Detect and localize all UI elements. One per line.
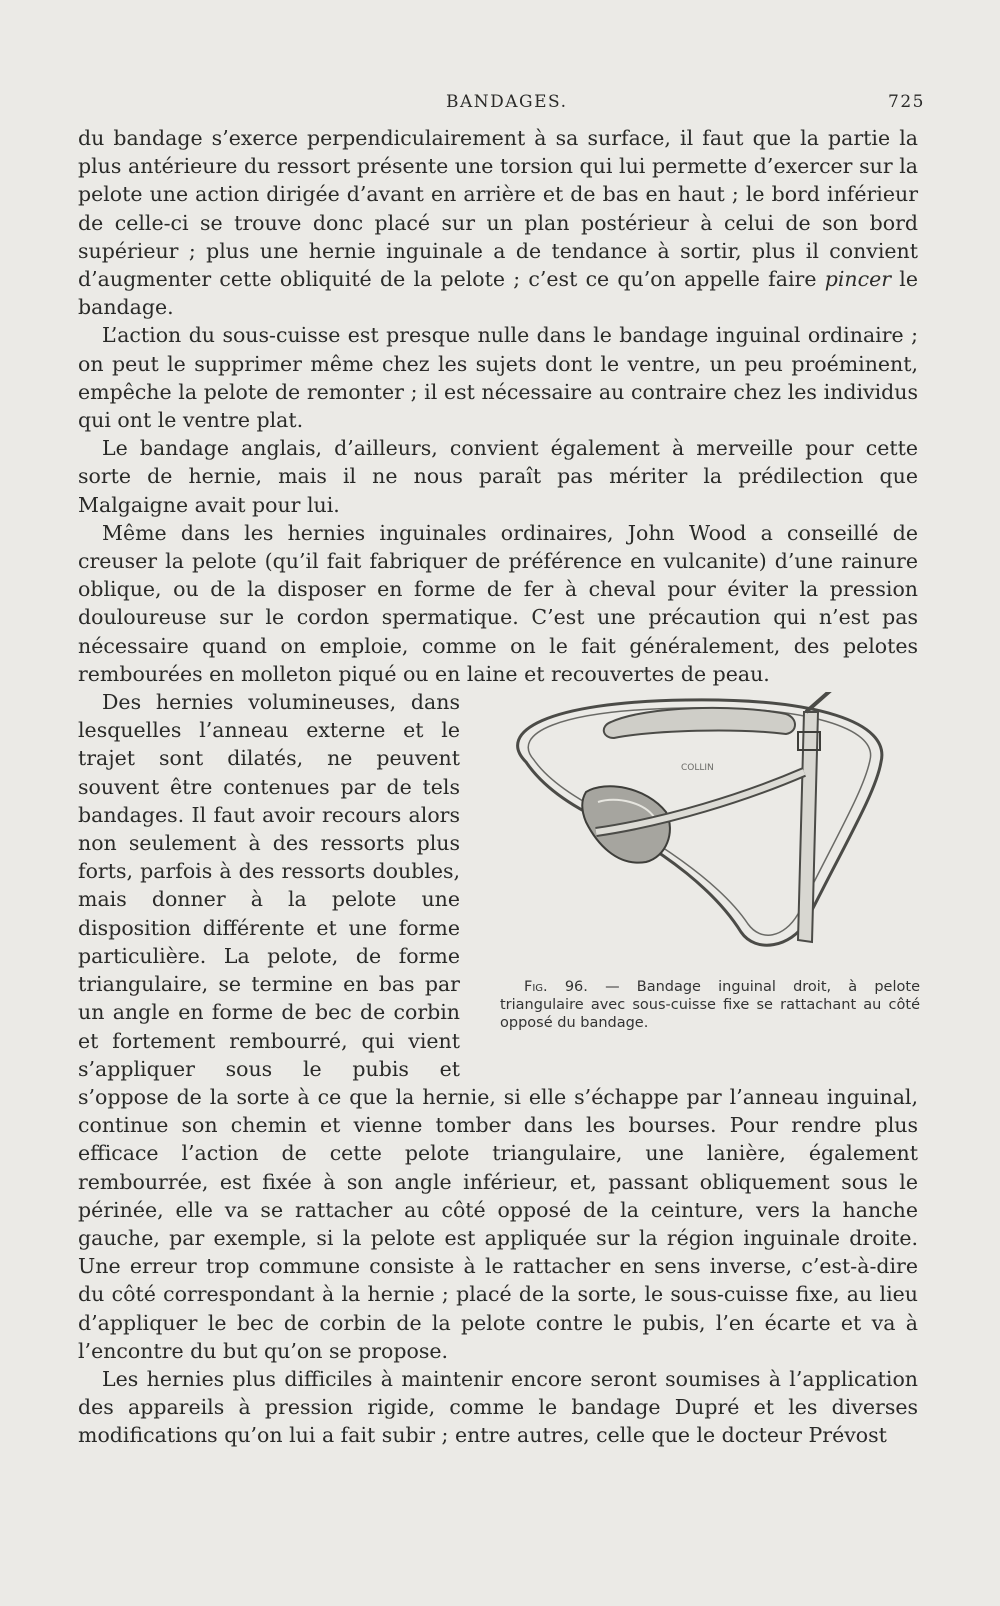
maker-mark: COLLIN [681, 763, 714, 774]
figure-caption: Fig. 96. — Bandage inguinal droit, à pelote triangulaire avec sous-cuisse fixe se rattachant au côté opposé du bandage. [500, 979, 920, 1032]
paragraph-6: Les hernies plus difficiles à maintenir encore seront soumises à l’application des appareils à pression rigide, comme le bandage Dupré et les diverses modifications qu’on lui a fait subir ; entre autres, celle que le docteur Prévost [78, 1366, 918, 1448]
paragraph-2: L’action du sous-cuisse est presque nulle dans le bandage inguinal ordinaire ; on peut le supprimer même chez les sujets dont le ventre, un peu proéminent, empêche la pelote de remonter ; il est nécessaire au contraire chez les individus qui ont le ventre plat. [78, 323, 918, 433]
truss-illustration [486, 692, 906, 972]
italic-word: pincer [824, 267, 892, 292]
figure-96 [478, 692, 918, 1072]
page-number: 725 [888, 92, 925, 112]
body-text [78, 124, 918, 1450]
paragraph-3: Le bandage anglais, d’ailleurs, convient également à merveille pour cette sorte de hernie, mais il ne nous paraît pas mériter la prédilection que Malgaigne avait pour lui. [78, 436, 918, 517]
page-header [0, 92, 1000, 122]
paragraph-4: Même dans les hernies inguinales ordinaires, John Wood a conseillé de creuser la pelote (qu’il fait fabriquer de préférence en vulcanite) d’une rainure oblique, ou de la disposer en forme de fer à cheval pour éviter la pression douloureuse sur le cordon spermatique. C’est une précaution qui n’est pas nécessaire quand on emploie, comme on le fait généralement, des pelotes rembourées en molleton piqué ou en laine et recouvertes de peau. [78, 520, 918, 686]
paragraph-1: du bandage s’exerce perpendiculairement à sa surface, il faut que la partie la plus antérieure du ressort présente une torsion qui lui permette d’exercer sur la pelote une action dirigée d’avant en arrière et de bas en haut ; le bord inférieur de celle-ci se trouve donc placé sur un plan postérieur à celui de son bord supérieur ; plus une hernie inguinale a de tendance à sortir, plus il convient d’augmenter cette obliquité de la pelote ; c’est ce qu’on appelle faire pincer le bandage. [78, 126, 918, 320]
paragraph-5: COLLIN Fig. 96. — Bandage inguinal droit, à pelote triangulaire avec sous-cuisse fixe se rattachant au côté opposé du bandage. Des hernies volumineuses, dans lesquelles l’anneau externe et le trajet sont dilatés, ne peuvent souvent être contenues par de tels bandages. Il faut avoir recours alors non seulement à des ressorts plus forts, parfois à des ressorts doubles, mais donner à la pelote une disposition différente et une forme particulière. La pelote, de forme triangulaire, se termine en bas par un angle en forme de bec de corbin et fortement rembourré, qui vient s’appliquer sous le pubis et s’oppose de la sorte à ce que la hernie, si elle s’échappe par l’anneau inguinal, continue son chemin et vienne tomber dans les bourses. Pour rendre plus efficace l’action de cette pelote triangulaire, une lanière, également rembourrée, est fixée à son angle inférieur, et, passant obliquement sous le périnée, elle va se rattacher au côté opposé de la ceinture, vers la hanche gauche, par exemple, si la pelote est appliquée sur la région inguinale droite. Une erreur trop commune consiste à le rattacher en sens inverse, c’est-à-dire du côté correspondant à la hernie ; placé de la sorte, le sous-cuisse fixe, au lieu d’appliquer le bec de corbin de la pelote contre le pubis, l’en écarte et va à l’encontre du but qu’on se propose. [78, 690, 920, 1363]
running-title: BANDAGES. [446, 92, 568, 112]
